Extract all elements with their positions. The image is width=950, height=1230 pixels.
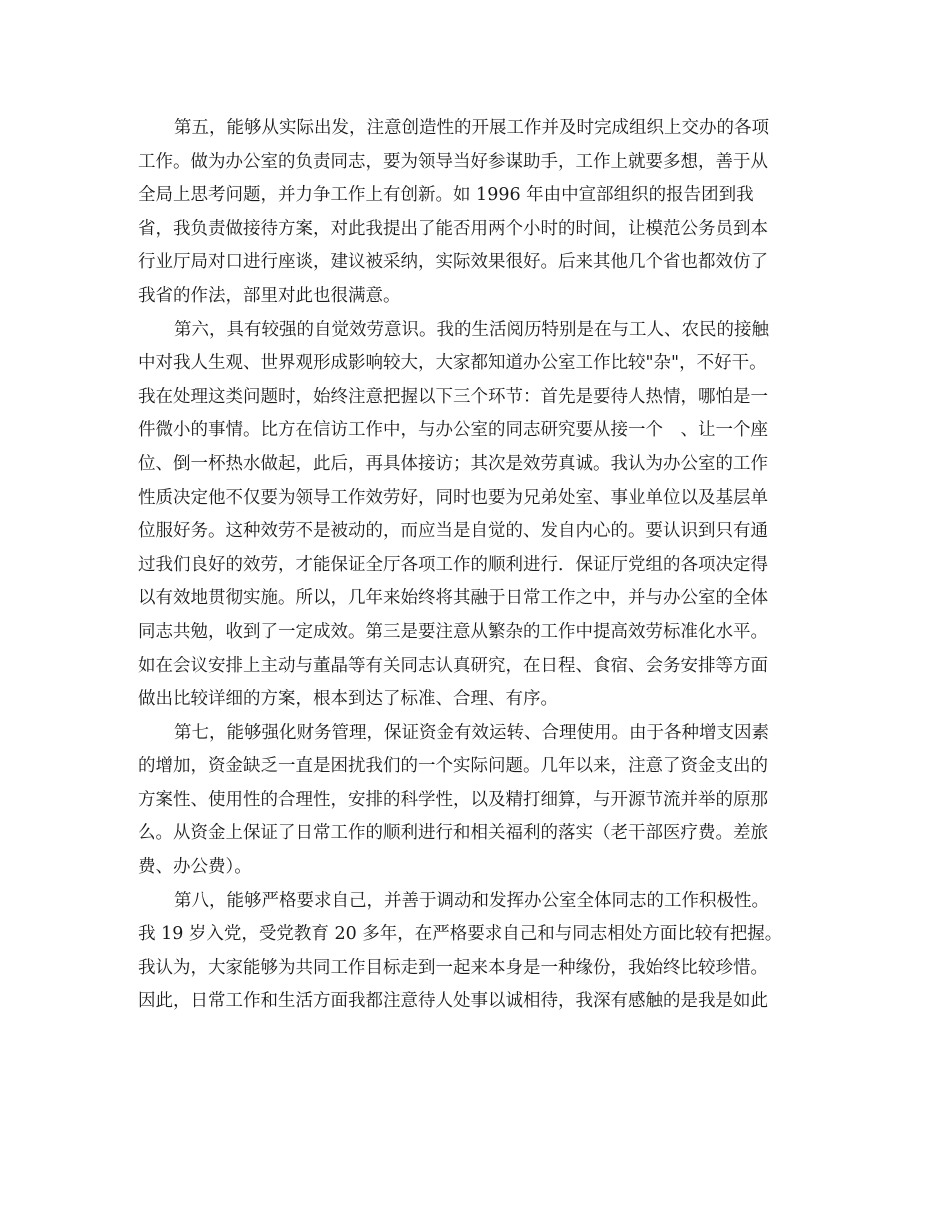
text-line: 方案性、使用性的合理性，安排的科学性，以及精打细算，与开源节流并举的原那 [138, 789, 768, 810]
paragraph-fifth [138, 112, 814, 314]
paragraph-seventh [138, 717, 814, 885]
text-line: 我在处理这类问题时，始终注意把握以下三个环节：首先是要待人热情，哪怕是一 [138, 386, 768, 407]
text-line: 性质决定他不仅要为领导工作效劳好，同时也要为兄弟处室、事业单位以及基层单 [138, 487, 768, 508]
text-line: 如在会议安排上主动与董晶等有关同志认真研究，在日程、食宿、会务安排等方面 [138, 655, 768, 676]
text-line: 位、倒一杯热水做起，此后，再具体接访；其次是效劳真诚。我认为办公室的工作 [138, 453, 768, 474]
text-line: 全局上思考问题，并力争工作上有创新。如 1996 年由中宣部组织的报告团到我 [138, 185, 754, 206]
text-line: 第五，能够从实际出发，注意创造性的开展工作并及时完成组织上交办的各项 [174, 118, 769, 138]
text-line: 我认为，大家能够为共同工作目标走到一起来本身是一种缘份，我始终比较珍惜。 [138, 957, 768, 978]
text-line: 行业厅局对口进行座谈，建议被采纳，实际效果很好。后来其他几个省也都效仿了 [138, 252, 768, 273]
text-line: 第七，能够强化财务管理，保证资金有效运转、合理使用。由于各种增支因素 [174, 722, 769, 743]
text-line: 中对我人生观、世界观形成影响较大，大家都知道办公室工作比较"杂"，不好干。 [138, 353, 767, 374]
text-line: 因此，日常工作和生活方面我都注意待人处事以诚相待，我深有感触的是我是如此 [138, 991, 768, 1012]
text-line: 以有效地贯彻实施。所以，几年来始终将其融于日常工作之中，并与办公室的全体 [138, 588, 768, 609]
text-line: 么。从资金上保证了日常工作的顺利进行和相关福利的落实（老干部医疗费。差旅 [138, 823, 768, 844]
text-line: 省，我负责做接待方案，对此我提出了能否用两个小时的时间，让模范公务员到本 [138, 218, 768, 239]
text-line: 件微小的事情。比方在信访工作中，与办公室的同志研究要从接一个 、让一个座 [138, 420, 768, 441]
text-line: 过我们良好的效劳，才能保证全厅各项工作的顺利进行．保证厅党组的各项决定得 [138, 554, 768, 575]
text-line: 第六，具有较强的自觉效劳意识。我的生活阅历特别是在与工人、农民的接触 [174, 319, 769, 340]
text-line: 的增加，资金缺乏一直是困扰我们的一个实际问题。几年以来，注意了资金支出的 [138, 756, 768, 777]
text-line: 位服好务。这种效劳不是被动的，而应当是自觉的、发自内心的。要认识到只有通 [138, 521, 768, 542]
paragraph-sixth [138, 314, 814, 717]
text-line: 工作。做为办公室的负责同志，要为领导当好参谋助手，工作上就要多想，善于从 [138, 151, 768, 172]
paragraph-eighth [138, 885, 814, 1019]
document-body [138, 112, 814, 1019]
text-line: 第八，能够严格要求自己，并善于调动和发挥办公室全体同志的工作积极性。 [174, 890, 769, 911]
text-line: 费、办公费）。 [138, 857, 252, 878]
text-line: 我 19 岁入党，受党教育 20 多年，在严格要求自己和与同志相处方面比较有把握。 [138, 924, 783, 945]
text-line: 我省的作法，部里对此也很满意。 [138, 285, 401, 306]
text-line: 做出比较详细的方案，根本到达了标准、合理、有序。 [138, 689, 558, 710]
text-line: 同志共勉，收到了一定成效。第三是要注意从繁杂的工作中提高效劳标准化水平。 [138, 621, 768, 642]
